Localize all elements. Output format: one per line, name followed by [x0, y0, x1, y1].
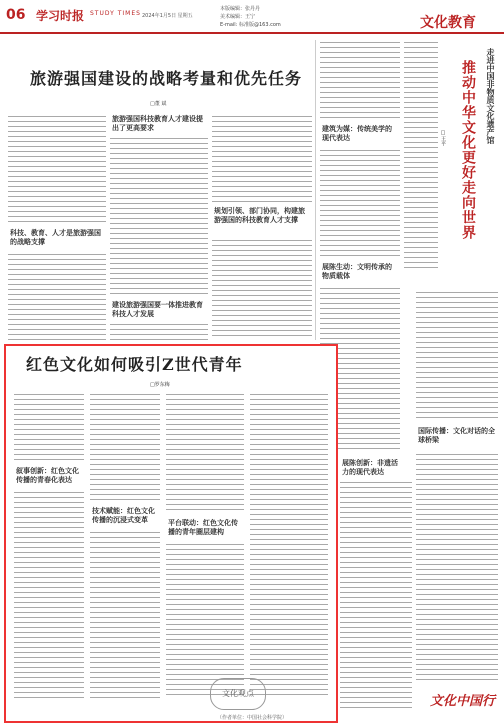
subhead: 平台联动：红色文化传播的青年圈层建构 — [168, 518, 238, 536]
text-column — [212, 238, 312, 340]
text-column — [404, 40, 438, 268]
text-column — [14, 490, 84, 698]
contact-line: E-mail: 标准版@163.com — [220, 22, 281, 28]
text-column — [8, 252, 106, 340]
editor-line: 美术编辑：王宁 — [220, 14, 256, 20]
text-column — [8, 114, 106, 224]
editor-info — [220, 5, 340, 29]
column-divider — [315, 40, 316, 340]
text-column — [166, 542, 244, 698]
text-column — [416, 452, 498, 682]
section-title: 文化教育 — [420, 15, 476, 31]
right-article-byline: □王平 — [440, 130, 446, 146]
subhead: 建筑为媒：传统美学的现代表达 — [322, 124, 392, 142]
column-logo: 文化中国行 — [430, 694, 496, 709]
text-column — [416, 290, 498, 422]
text-column — [250, 392, 328, 698]
subhead: 叙事创新：红色文化传播的青春化表达 — [16, 466, 79, 484]
text-column — [166, 392, 244, 514]
subhead: 科技、教育、人才是旅游强国的战略支撑 — [10, 228, 101, 246]
editor-line: 本版编辑：张丹丹 — [220, 6, 261, 12]
subhead: 技术赋能：红色文化传播的沉浸式变革 — [92, 506, 155, 524]
issue-date: 2024年1月5日 星期五 — [142, 13, 193, 19]
subhead: 展陈创新：非遗活力的现代表达 — [342, 458, 398, 476]
page-number: 06 — [6, 7, 26, 23]
right-article-title: 推动中华文化更好走向世界 — [460, 60, 476, 240]
text-column — [110, 136, 208, 296]
subhead: 国际传播：文化对话的全球桥梁 — [418, 426, 495, 444]
subhead: 旅游强国科技教育人才建设提出了更高要求 — [112, 114, 203, 132]
column-stamp: 文化观点 — [210, 678, 266, 710]
text-column — [90, 530, 160, 698]
highlight-article-title: 红色文化如何吸引Z世代青年 — [26, 355, 243, 374]
newspaper-brand-en: STUDY TIMES — [90, 10, 141, 17]
text-column — [320, 40, 400, 120]
subhead: 展陈生动：文明传承的物质载体 — [322, 262, 392, 280]
right-article-kicker: 走进中国非物质文化遗产馆 — [486, 48, 496, 144]
subhead: 规划引领、部门协同，构建旅游强国的科技教育人才支撑 — [214, 206, 305, 224]
text-column — [340, 480, 412, 708]
highlight-article-byline: □罗东梅 — [150, 382, 170, 388]
text-column — [110, 322, 208, 340]
newspaper-brand: 学习时报 — [36, 9, 85, 23]
footer-note: （作者单位：中国社会科学院） — [216, 715, 287, 721]
subhead: 建设旅游强国要一体推进教育科技人才发展 — [112, 300, 203, 318]
text-column — [320, 148, 400, 256]
text-column — [212, 114, 312, 202]
left-article-title: 旅游强国建设的战略考量和优先任务 — [30, 69, 303, 88]
left-article-byline: □董 斌 — [150, 101, 167, 107]
text-column — [90, 392, 160, 502]
text-column — [14, 392, 84, 462]
